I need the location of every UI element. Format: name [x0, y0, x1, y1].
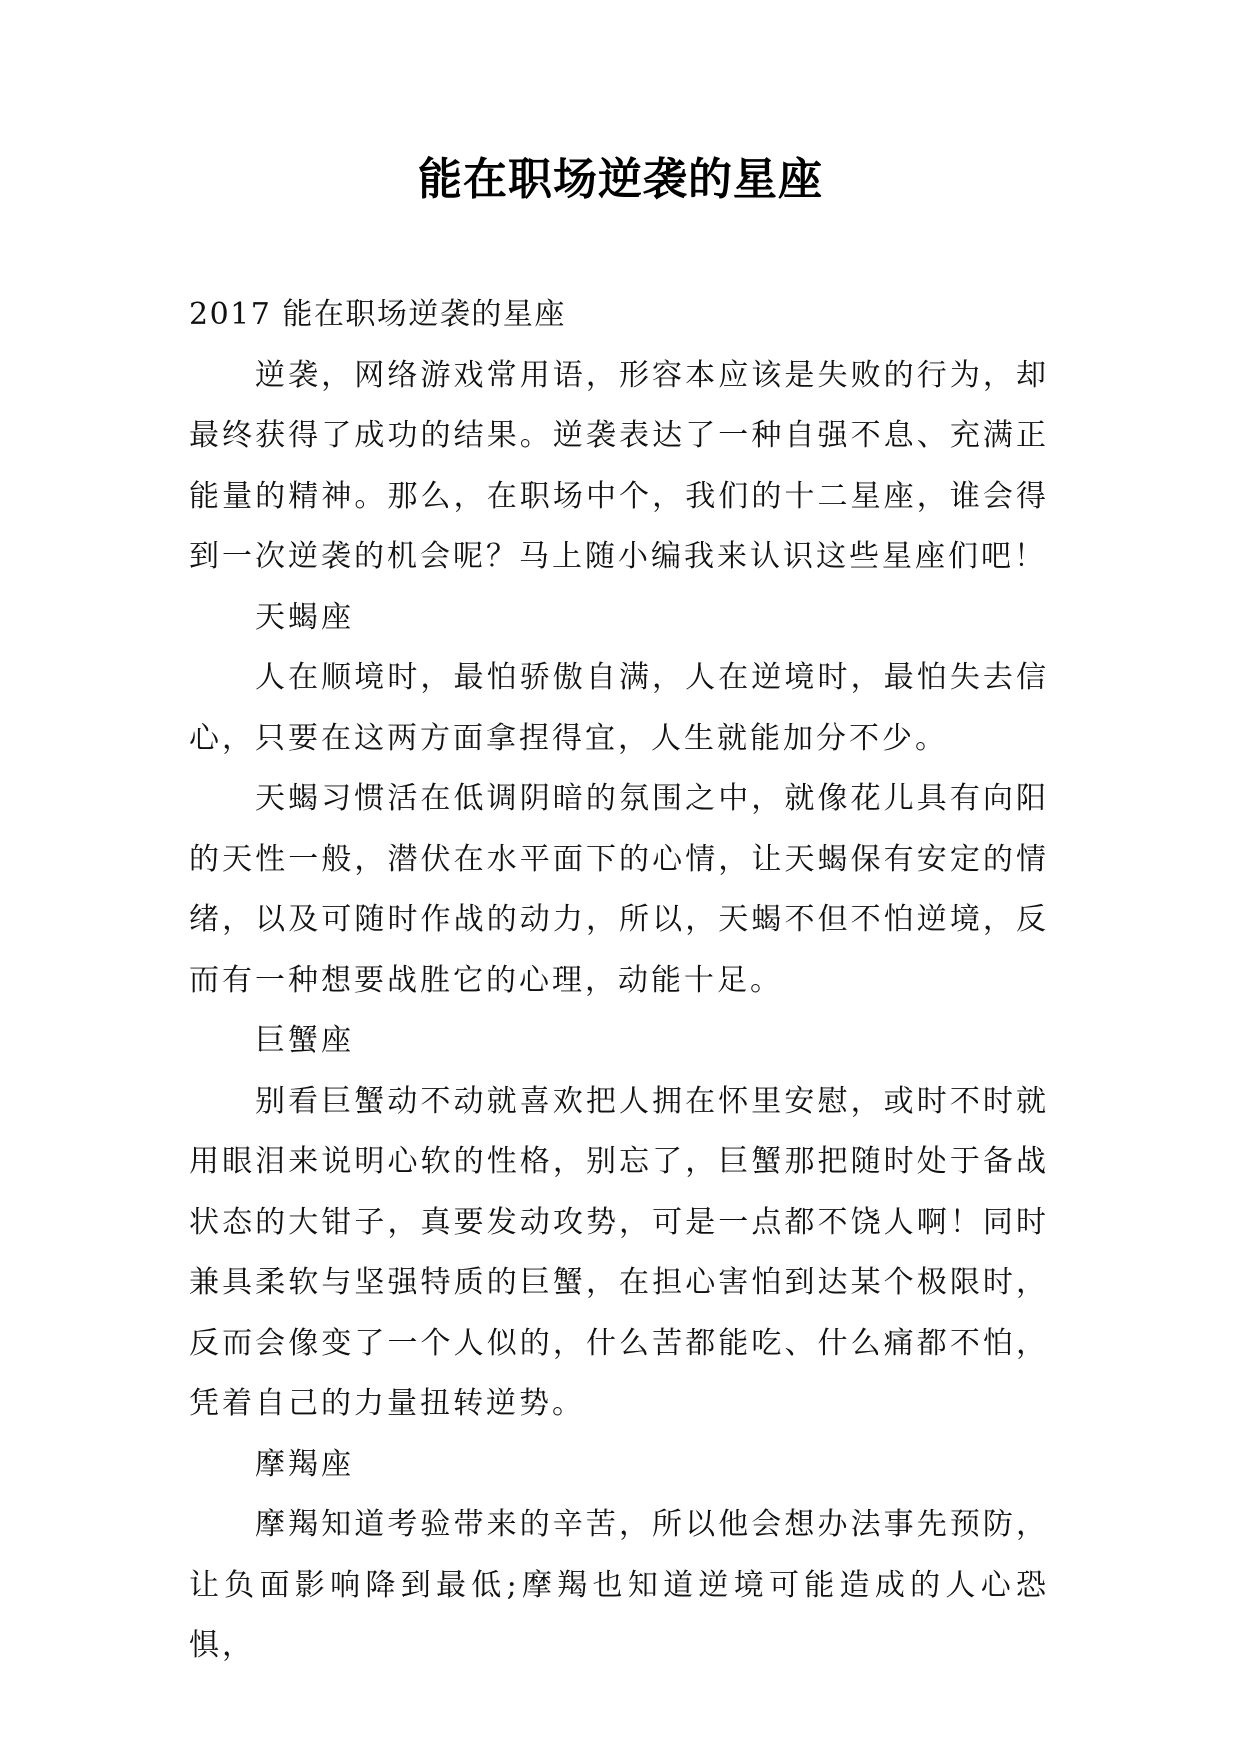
document-subtitle: 2017 能在职场逆袭的星座	[189, 297, 566, 332]
section-heading-cancer: 巨蟹座	[255, 1023, 354, 1058]
section-heading-capricorn: 摩羯座	[255, 1446, 354, 1482]
capricorn-paragraph-1: 摩羯知道考验带来的辛苦，所以他会想办法事先预防，让负面影响降到最低;摩羯也知道逆境可能造成的人心恐惧，	[189, 1507, 1049, 1663]
intro-paragraph: 逆袭，网络游戏常用语，形容本应该是失败的行为，却最终获得了成功的结果。逆袭表达了一种自强不息、充满正能量的精神。那么，在职场中个，我们的十二星座，谁会得到一次逆袭的机会呢？马上随小编我来认识这些星座们吧！	[189, 357, 1049, 574]
document-body	[189, 285, 1049, 1677]
document-title: 能在职场逆袭的星座	[418, 154, 823, 205]
section-heading-scorpio: 天蝎座	[255, 599, 354, 635]
scorpio-paragraph-1: 人在顺境时，最怕骄傲自满，人在逆境时，最怕失去信心，只要在这两方面拿捏得宜，人生就能加分不少。	[189, 660, 1049, 756]
scorpio-paragraph-2: 天蝎习惯活在低调阴暗的氛围之中，就像花儿具有向阳的天性一般，潜伏在水平面下的心情，让天蝎保有安定的情绪，以及可随时作战的动力，所以，天蝎不但不怕逆境，反而有一种想要战胜它的心理，动能十足。	[189, 781, 1049, 998]
cancer-paragraph-1: 别看巨蟹动不动就喜欢把人拥在怀里安慰，或时不时就用眼泪来说明心软的性格，别忘了，巨蟹那把随时处于备战状态的大钳子，真要发动攻势，可是一点都不饶人啊！同时兼具柔软与坚强特质的巨蟹，在担心害怕到达某个极限时，反而会像变了一个人似的，什么苦都能吃、什么痛都不怕，凭着自己的力量扭转逆势。	[189, 1083, 1049, 1421]
